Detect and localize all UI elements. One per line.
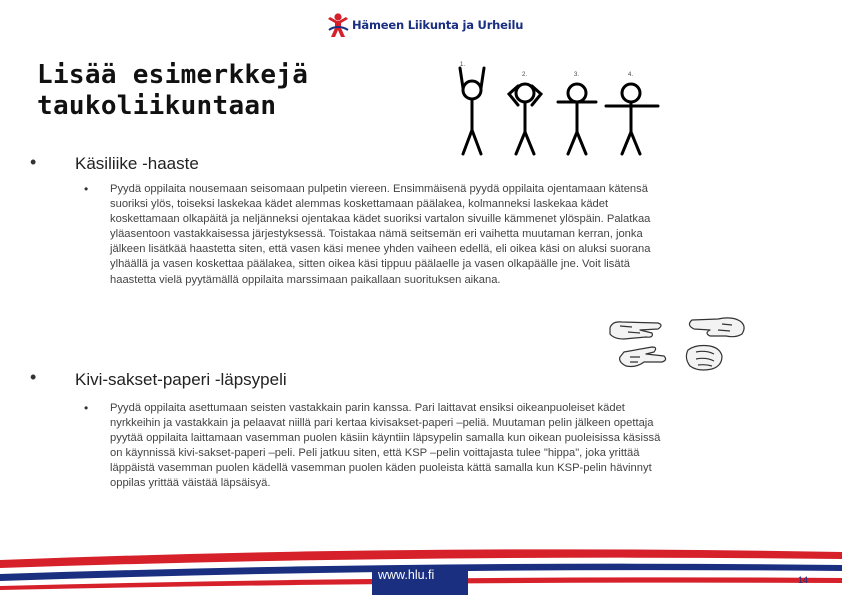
fist-hand-icon	[686, 346, 722, 371]
text-line: yläasentoon vastakkaisessa järjestyksessä. Toistakaa nämä seitsemän eri vaihetta muutaman kerran, jonka	[110, 228, 643, 241]
text-line: on käynnissä kivi-sakset-paperi –peli. Peli jatkuu siten, että KSP –pelin voittajasta tulee "hippa", joka yrittää	[110, 447, 640, 460]
section-1-text	[110, 182, 790, 288]
text-line: läppäistä vasemman puolen kädellä vasemman puolen käden puoleista kättä samalla kun KSP-pelin hävinnyt	[110, 462, 652, 475]
sub-bullet-2: •	[84, 401, 89, 415]
stick-figure-2	[509, 84, 541, 154]
text-line: Pyydä oppilaita asettumaan seisten vastakkain parin kanssa. Pari laittavat ensiksi oikeanpuoleiset kädet	[110, 402, 625, 414]
stick-figure-3	[558, 84, 596, 154]
page-number: 14	[798, 575, 809, 585]
page-title	[37, 60, 308, 122]
sub-bullet-1: •	[84, 182, 89, 196]
section-2-text	[110, 401, 800, 492]
text-line: pyytää oppilaita laittamaan vasemman puolen käsiin käyntiin läpsypelin samalla kun oikean puoleisissa käsissä	[110, 432, 661, 445]
paper-hand-icon	[610, 322, 661, 339]
section-heading-1: Käsiliike -haaste	[75, 154, 199, 173]
text-line: Pyydä oppilaita nousemaan seisomaan pulpetin viereen. Ensimmäisenä pyydä oppilaita ojentamaan kätensä	[110, 183, 648, 195]
hands-illustration	[606, 312, 756, 384]
figure-number-4: 4.	[628, 72, 634, 78]
bullet-1: •	[30, 152, 37, 172]
text-line: ylhäällä ja vasen koskettaa päälakea, sitten oikea käsi tippuu päälaelle ja vasen olkapäälle jne. Voit lisätä	[110, 258, 630, 271]
text-line: haastetta vielä pyytämällä oppilaita marssimaan paikallaan suorituksen aikana.	[110, 273, 501, 286]
stick-figures-illustration	[446, 58, 666, 160]
figure-number-2: 2.	[522, 72, 528, 78]
stick-figure-4	[606, 84, 658, 154]
footer-url-link[interactable]: www.hlu.fi	[378, 568, 435, 582]
stick-figure-1	[460, 68, 484, 154]
text-line: oppilas yrittää väistää läpsäisyä.	[110, 477, 271, 490]
text-line: suoriksi ylös, toiseksi laskekaa kädet alemmas koskettamaan päälakea, kolmanneksi laskekaa kädet	[110, 198, 609, 211]
figure-number-1: 1.	[460, 62, 466, 68]
pointing-hand-icon	[689, 318, 744, 337]
title-line-1: Lisää esimerkkejä	[37, 60, 309, 90]
logo-text: Hämeen Liikunta ja Urheilu	[352, 18, 524, 32]
bullet-2: •	[30, 367, 37, 387]
text-line: koskettamaan olkapäitä ja neljänneksi ojentakaa kädet suoriksi vartalon sivuille kämmenet ylöspäin. Palatkaa	[110, 213, 651, 226]
figure-number-3: 3.	[574, 72, 580, 78]
title-line-2: taukoliikuntaan	[37, 91, 277, 121]
logo-figure-icon	[326, 12, 350, 38]
text-line: nyrkkeihin ja vastakkain ja pelaavat niillä pari kertaa kivisakset-paperi –peliä. Muutaman pelin jälkeen opettaja	[110, 417, 654, 430]
section-heading-2: Kivi-sakset-paperi -läpsypeli	[75, 370, 287, 389]
scissors-hand-icon	[620, 347, 666, 367]
text-line: jälkeen lisätkää haastetta siten, että vasen käsi menee yhden vaiheen edellä, eli oikea käsi on aluksi suorana	[110, 243, 651, 256]
hlu-logo	[326, 12, 523, 38]
